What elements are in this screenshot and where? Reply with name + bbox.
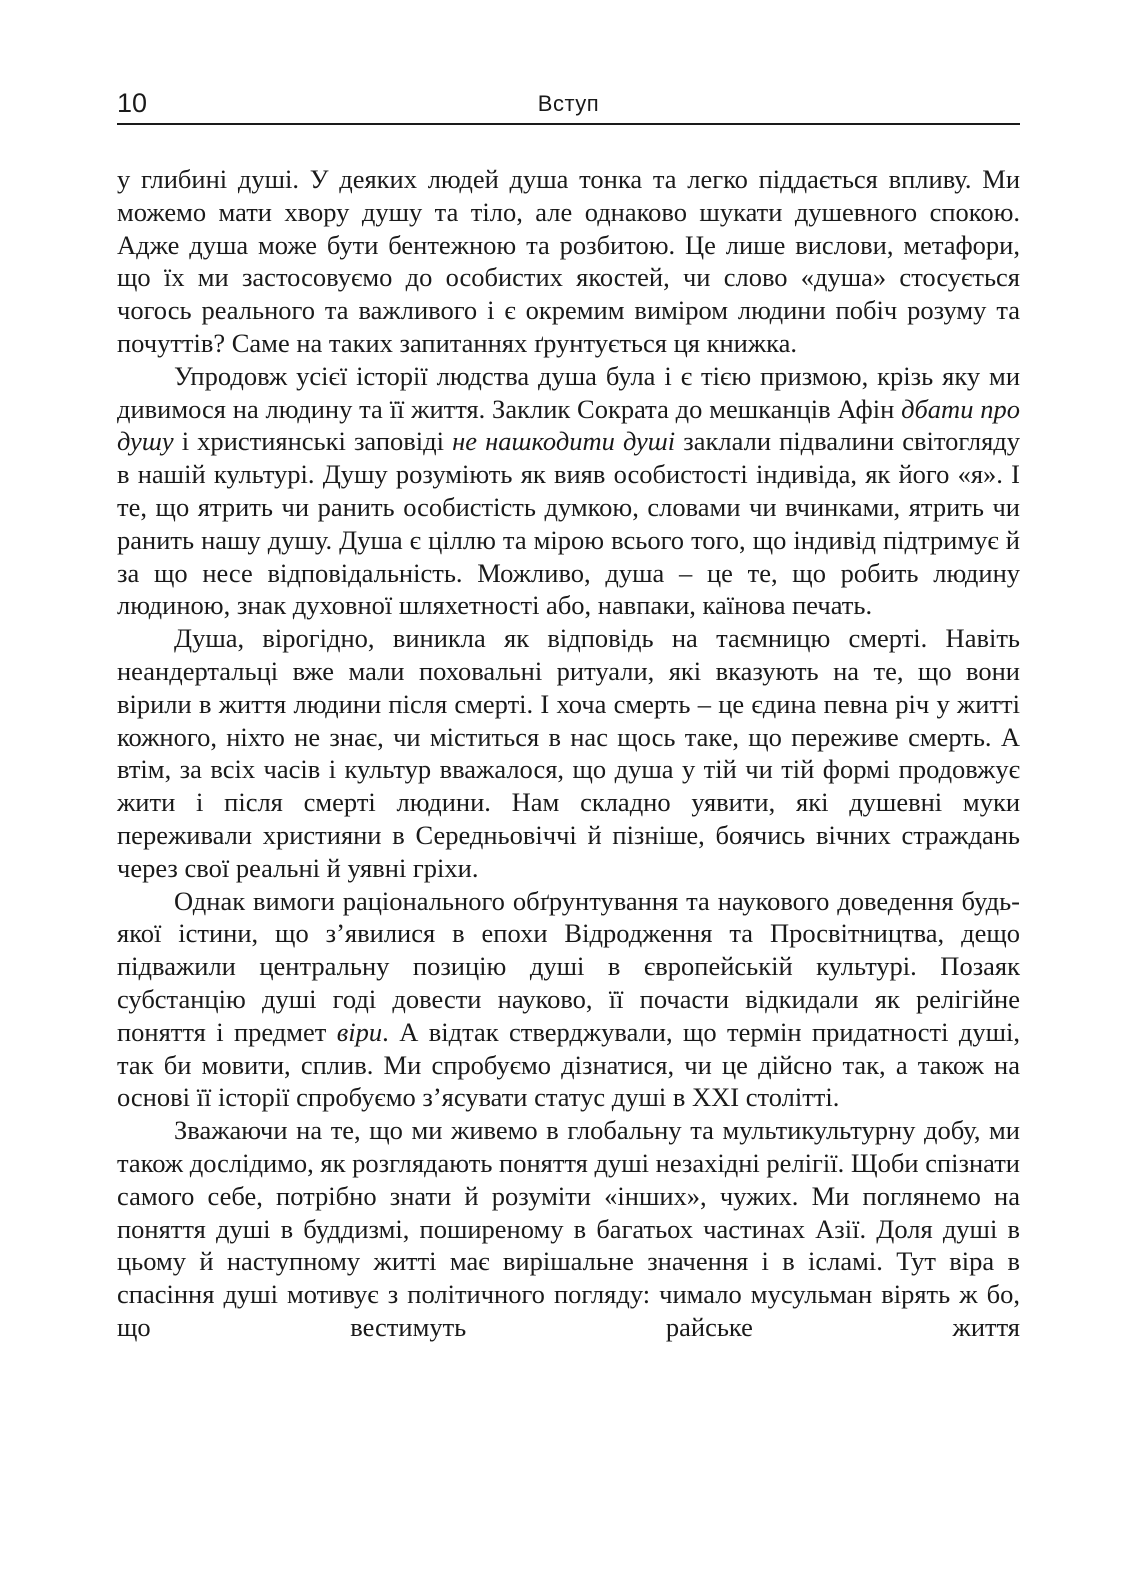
book-page: [117, 0, 1020, 1344]
paragraph-4-text-b: . А відтак стверджували, що термін придатності душі, так би мовити, сплив. Ми спробуємо дізнатися, чи це дійсно так, а також на основі її історії спробуємо з’ясувати статус душі в XXI столітті.: [117, 1016, 1021, 1113]
paragraph-2-emphasis-a: дбати про душу: [117, 393, 1021, 457]
paragraph-2-text-b: і християнські заповіді: [173, 426, 453, 457]
paragraph-3: Душа, вірогідно, виникла як відповідь на таємницю смерті. Навіть неандертальці вже мали поховальні ритуали, які вказують на те, що вони вірили в життя людини після смерті. І хоча смерть – це єдина певна річ у житті кожного, ніхто не знає, чи міститься в нас щось таке, що переживе смерть. А втім, за всіх часів і культур вважалося, що душа у тій чи тій формі продовжує жити і після смерті людини. Нам складно уявити, які душевні муки переживали християни в Середньовіччі й пізніше, боячись вічних страждань через свої реальні й уявні гріхи.: [117, 623, 1020, 883]
paragraph-2-text-c: заклали підвалини світогляду в нашій культурі. Душу розуміють як вияв особистості індивіда, як його «я». І те, що ятрить чи ранить особистість думкою, словами чи вчинками, ятрить чи ранить нашу душу. Душа є ціллю та мірою всього того, що індивід підтримує й за що несе відповідальність. Можливо, душа – це те, що робить людину людиною, знак духовної шляхетності або, навпаки, каїнова печать.: [117, 426, 1020, 621]
paragraph-4: [117, 885, 1020, 1115]
page-header: [117, 0, 1020, 125]
running-title: Вступ: [537, 91, 600, 116]
paragraph-2: [117, 360, 1020, 622]
page-number: 10: [117, 88, 148, 118]
paragraph-1: у глибині душі. У деяких людей душа тонка та легко піддається впливу. Ми можемо мати хвору душу та тіло, але однаково шукати душевного спокою. Адже душа може бути бентежною та розбитою. Це лише вислови, метафори, що їх ми застосовуємо до особистих якостей, чи слово «душа» стосується чогось реального та важливого і є окремим виміром людини побіч розуму та почуттів? Саме на таких запитаннях ґрунтується ця книжка.: [117, 164, 1020, 358]
paragraph-4-emphasis-a: віри: [336, 1016, 383, 1047]
body-text: [117, 163, 1020, 1344]
paragraph-2-text-a: Упродовж усієї історії людства душа була і є тією призмою, крізь яку ми дивимося на людину та її життя. Заклик Сократа до мешканців Афін: [117, 360, 1020, 424]
paragraph-5: Зважаючи на те, що ми живемо в глобальну та мультикультурну добу, ми також дослідимо, як розглядають поняття душі незахідні релігії. Щоби спізнати самого себе, потрібно знати й розуміти «інших», чужих. Ми поглянемо на поняття душі в буддизмі, поширеному в багатьох частинах Азії. Доля душі в цьому й наступному житті має вирішальне значення і в ісламі. Тут віра в спасіння душі мотивує з політичного погляду: чимало мусульман вірять ж бо, що вестимуть райське життя: [117, 1115, 1020, 1342]
paragraph-4-text-a: Однак вимоги раціонального обґрунтування та наукового доведення будь-якої істини, що з’явилися в епохи Відродження та Просвітництва, дещо підважили центральну позицію душі в європейській культурі. Позаяк субстанцію душі годі довести науково, її почасти відкидали як релігійне поняття і предмет: [117, 885, 1020, 1047]
paragraph-2-emphasis-b: не нашкодити душі: [452, 426, 676, 457]
